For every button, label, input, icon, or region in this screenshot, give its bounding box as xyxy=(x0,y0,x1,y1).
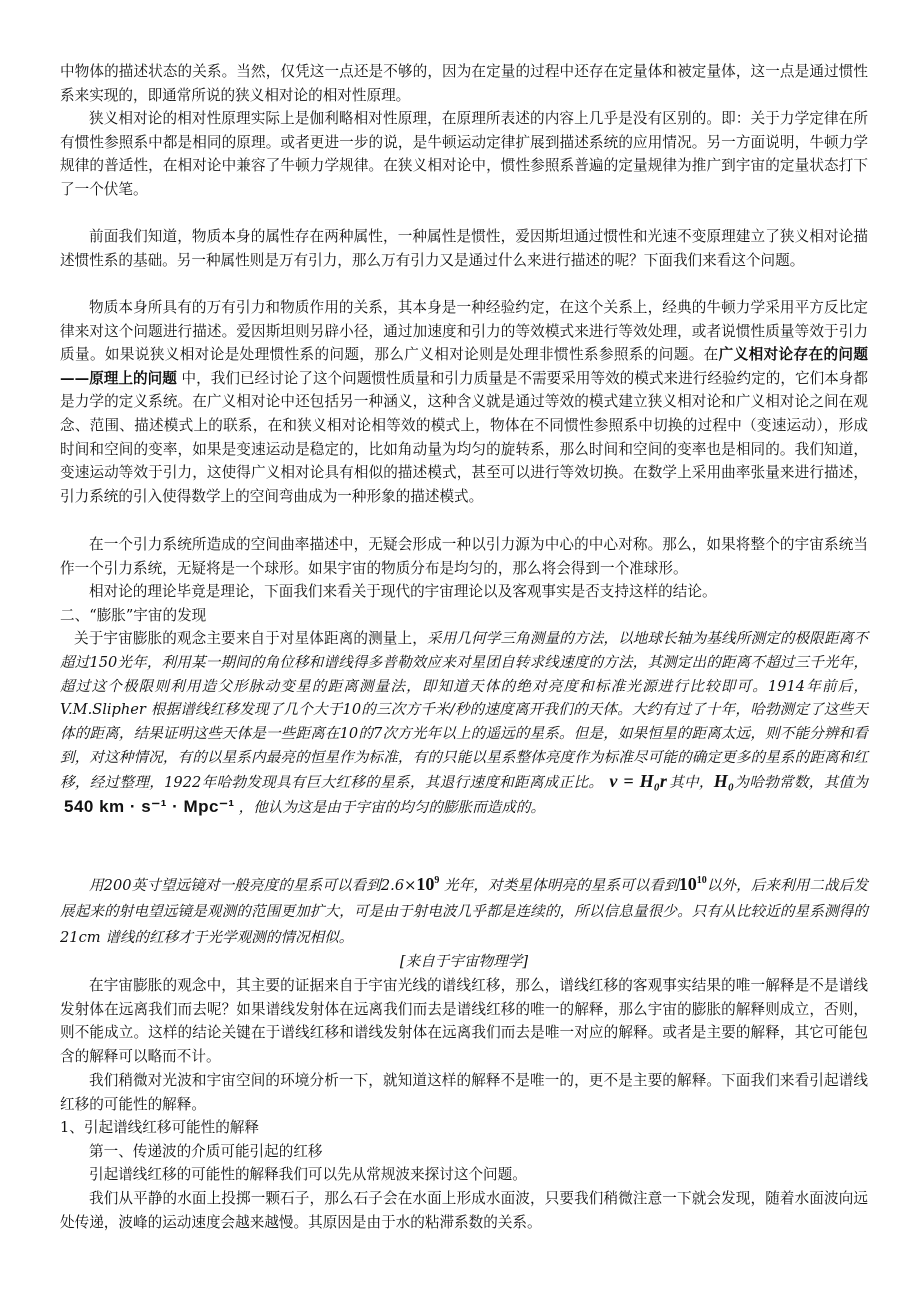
paragraph-2: 前面我们知道，物质本身的属性存在两种属性，一种属性是惯性，爱因斯坦通过惯性和光速不变原理建立了狭义相对论描述惯性系的基础。另一种属性则是万有引力，那么万有引力又是通过什么来进行描述的呢？下面我们来看这个问题。 xyxy=(60,228,868,269)
paragraph-7: 用200英寸望远镜对一般亮度的星系可以看到$2.6\times 10^9$ 光年，对类星体明亮的星系可以看到$10^{10}$以外，后来利用二战后发展起来的射电望远镜是观测的范围更加扩大，可是由于射电波几乎都是连续的，所以信息量很少。只有从比较近的星系测得的21cm 谱线的红移才于光学观测的情况相似。 xyxy=(60,874,868,946)
section-heading-4: 第一、传递波的介质可能引起的红移 xyxy=(89,1143,323,1160)
exponent-10-10: $10^{10}$ xyxy=(678,874,707,894)
paragraph-5: 相对论的理论毕竟是理论，下面我们来看关于现代的宇宙理论以及客观事实是否支持这样的结论。 xyxy=(89,583,717,600)
exponent-10-9: $10^9$ xyxy=(416,874,440,894)
paragraph-8: 在宇宙膨胀的观念中，其主要的证据来自于宇宙光线的谱线红移，那么，谱线红移的客观事实结果的唯一解释是不是谱线发射体在远离我们而去呢？如果谱线发射体在远离我们而去是谱线红移的唯一的解释，那么宇宙的膨胀的解释则成立，否则，则不能成立。这样的结论关键在于谱线红移和谱线发射体在远离我们而去是唯一对应的解释。或者是主要的解释，其它可能包含的解释可以略而不计。 xyxy=(60,977,868,1065)
formula-h0r: H₀r xyxy=(639,770,667,791)
formula-equals: = xyxy=(623,770,634,791)
paragraph-11: 我们从平静的水面上投掷一颗石子，那么石子会在水面上形成水面波，只要我们稍微注意一下就会发现，随着水面波向远处传递，波峰的运动速度会越来越慢。其原因是由于水的粘滞系数的关系。 xyxy=(60,1190,868,1231)
paragraph-9: 我们稍微对光波和宇宙空间的环境分析一下，就知道这样的解释不是唯一的，更不是主要的解释。下面我们来看引起谱线红移的可能性的解释。 xyxy=(60,1072,868,1113)
source-citation: [来自于宇宙物理学] xyxy=(399,953,529,970)
section-heading-2: 二、“膨胀”宇宙的发现 xyxy=(60,607,207,624)
formula-hubble-value: 540 km · s⁻¹ · Mpc⁻¹ xyxy=(64,796,235,816)
formula-v: v xyxy=(609,770,618,791)
paragraph-6: 关于宇宙膨胀的观念主要来自于对星体距离的测量上，采用几何学三角测量的方法，以地球长轴为基线所测定的极限距离不超过150光年，利用某一期间的角位移和谱线得多普勒效应来对星团自转求线速度的方法，其测定出的距离不超过三千光年，超过这个极限则利用造父形脉动变星的距离测量法，即知道天体的绝对亮度和标准光源进行比较即可。1914年前后，V.M.Slipher 根据谱线红移发现了几个大于10的三次方千米/秒的速度离开我们的天体。大约有过了十年，哈勃测定了这些天体的距离，结果证明这些天体是一些距离在10的7次方光年以上的遥远的星系。但是，如果恒星的距离太远，则不能分辨和看到，对这种情况，有的以星系内最亮的恒星作为标准，有的只能以星系整体亮度作为标准尽可能的确定更多的星系的距离和红移，经过整理，1922年哈勃发现具有巨大红移的星系，其退行速度和距离成正比。 v = H₀r 其中，H₀为哈勃常数，其值为540 km · s⁻¹ · Mpc⁻¹ ，他认为这是由于宇宙的均匀的膨胀而造成的。 xyxy=(60,630,868,816)
paragraph-10: 引起谱线红移的可能性的解释我们可以先从常规波来探讨这个问题。 xyxy=(89,1166,527,1183)
paragraph-3: 物质本身所具有的万有引力和物质作用的关系，其本身是一种经验约定，在这个关系上，经典的牛顿力学采用平方反比定律来对这个问题进行描述。爱因斯坦则另辟小径，通过加速度和引力的等效模式来进行等效处理，或者说惯性质量等效于引力质量。如果说狭义相对论是处理惯性系的问题，那么广义相对论则是处理非惯性系参照系的问题。在广义相对论存在的问题——原理上的问题 中，我们已经讨论了这个问题惯性质量和引力质量是不需要采用等效的模式来进行经验约定的，它们本身都是力学的定义系统。在广义相对论中还包括另一种涵义，这种含义就是通过等效的模式建立狭义相对论和广义相对论之间在观念、范围、描述模式上的联系，在和狭义相对论相等效的模式上，物体在不同惯性参照系中切换的过程中（变速运动），形成时间和空间的变率，如果是变速运动是稳定的，比如角动量为均匀的旋转系，那么时间和空间的变率也是相同的。我们知道，变速运动等效于引力，这使得广义相对论具有相似的描述模式，甚至可以进行等效切换。在数学上采用曲率张量来进行描述，引力系统的引入使得数学上的空间弯曲成为一种形象的描述模式。 xyxy=(60,299,868,505)
paragraph-4: 在一个引力系统所造成的空间曲率描述中，无疑会形成一种以引力源为中心的中心对称。那么，如果将整个的宇宙系统当作一个引力系统，无疑将是一个球形。如果宇宙的物质分布是均匀的，那么将会得到一个准球形。 xyxy=(60,536,868,577)
section-heading-3: 1、引起谱线红移可能性的解释 xyxy=(60,1119,260,1136)
linked-article-title[interactable]: 广义相对论存在的问题——原理上的问题 xyxy=(60,346,868,387)
paragraph-0: 中物体的描述状态的关系。当然，仅凭这一点还是不够的，因为在定量的过程中还存在定量体和被定量体，这一点是通过惯性系来实现的，即通常所说的狭义相对论的相对性原理。 xyxy=(60,63,868,104)
formula-h0: H₀ xyxy=(713,770,735,791)
paragraph-1: 狭义相对论的相对性原理实际上是伽利略相对性原理，在原理所表述的内容上几乎是没有区别的。即：关于力学定律在所有惯性参照系中都是相同的原理。或者更进一步的说，是牛顿运动定律扩展到描述系统的应用情况。另一方面说明，牛顿力学规律的普适性，在相对论中兼容了牛顿力学规律。在狭义相对论中，惯性参照系普遍的定量规律为推广到宇宙的定量状态打下了一个伏笔。 xyxy=(60,110,868,198)
